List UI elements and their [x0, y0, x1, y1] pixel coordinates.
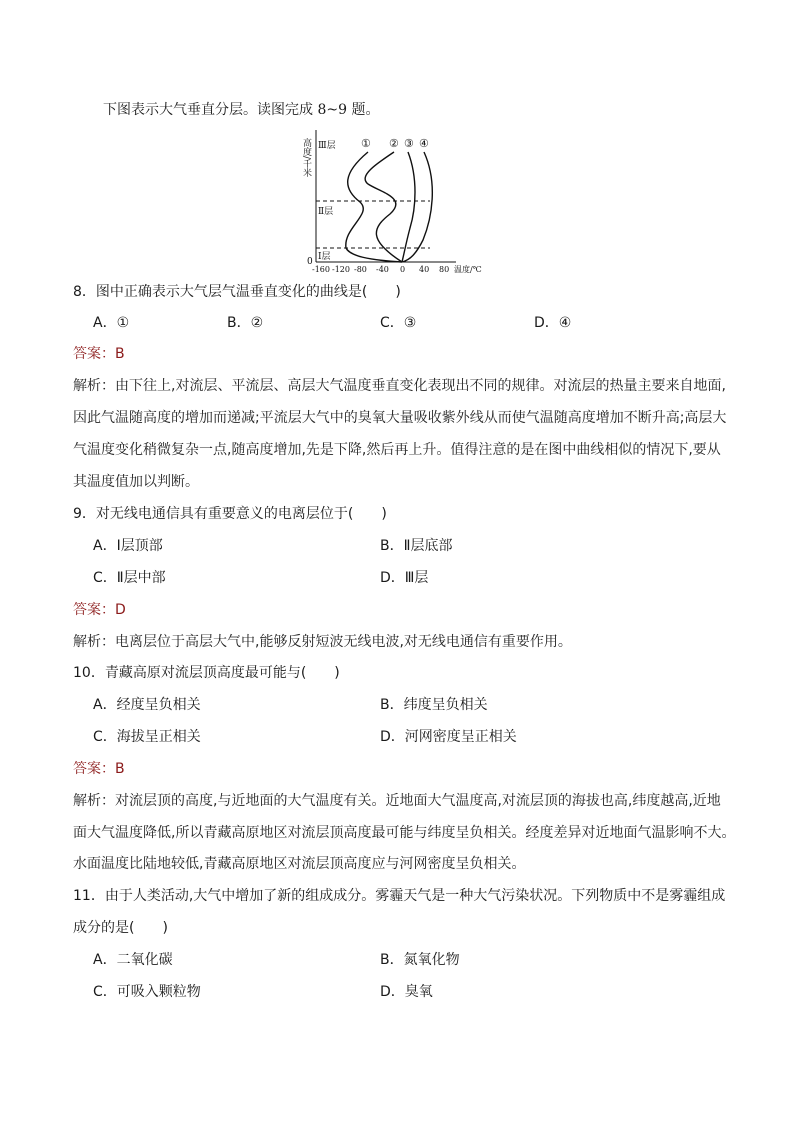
q10-option-d: D．河网密度呈正相关 [380, 729, 517, 745]
q8-option-d: D．④ [534, 315, 572, 331]
curve-label-3: ③ [404, 137, 414, 150]
q9-option-b: B．Ⅱ层底部 [380, 538, 453, 554]
q11-option-b: B．氮氧化物 [380, 952, 460, 968]
x-tick: -40 [376, 265, 389, 274]
q10-option-a: A．经度呈负相关 [93, 697, 201, 713]
intro-text: 下图表示大气垂直分层。读图完成 8~9 题。 [103, 102, 380, 118]
q10-explanation-line: 水面温度比陆地较低,青藏高原地区对流层顶高度应与河网密度呈负相关。 [73, 856, 526, 872]
curve-3 [402, 152, 415, 262]
q8-explanation-line: 其温度值加以判断。 [73, 474, 199, 490]
q9-explanation-line: 解析：电离层位于高层大气中,能够反射短波无线电波,对无线电通信有重要作用。 [73, 634, 572, 650]
question-9-stem: 9．对无线电通信具有重要意义的电离层位于( ) [73, 506, 387, 522]
x-tick: -120 [332, 265, 350, 274]
x-tick: -80 [354, 265, 367, 274]
x-tick: -160 [312, 265, 330, 274]
q8-answer: 答案：B [73, 346, 125, 362]
q9-option-c: C．Ⅱ层中部 [93, 570, 166, 586]
q8-option-b: B．② [227, 315, 264, 331]
q8-option-c: C．③ [380, 315, 417, 331]
q8-explanation-line: 气温度变化稍微复杂一点,随高度增加,先是下降,然后再上升。值得注意的是在图中曲线相似的情况下,要从 [73, 442, 721, 458]
q10-explanation-line: 解析：对流层顶的高度,与近地面的大气温度有关。近地面大气温度高,对流层顶的海拔也高,纬度越高,近地 [73, 793, 721, 809]
curve-label-2: ② [389, 137, 399, 150]
curve-2 [365, 152, 402, 262]
y-axis-label: 高度/千米 [301, 138, 311, 178]
layer-label-1: Ⅰ层 [318, 252, 331, 262]
q11-option-c: C．可吸入颗粒物 [93, 984, 201, 1000]
q8-explanation-line: 解析：由下往上,对流层、平流层、高层大气温度垂直变化表现出不同的规律。对流层的热量主要来自地面, [73, 378, 726, 394]
curve-1 [346, 152, 402, 262]
curve-label-4: ④ [419, 137, 429, 150]
q10-explanation-line: 面大气温度降低,所以青藏高原地区对流层顶高度最可能与纬度呈负相关。经度差异对近地面气温影响不大。 [73, 825, 736, 841]
x-tick: 40 [419, 265, 430, 274]
origin-label: 0 [307, 257, 313, 267]
q8-explanation-line: 因此气温随高度的增加而递减;平流层大气中的臭氧大量吸收紫外线从而使气温随高度增加不断升高;高层大 [73, 410, 727, 426]
curve-label-1: ① [361, 137, 371, 150]
q8-option-a: A．① [93, 315, 130, 331]
q10-option-c: C．海拔呈正相关 [93, 729, 201, 745]
question-8-stem: 8．图中正确表示大气层气温垂直变化的曲线是( ) [73, 284, 401, 300]
atmosphere-layers-figure [298, 128, 498, 276]
q11-option-d: D．臭氧 [380, 984, 433, 1000]
q9-option-a: A．Ⅰ层顶部 [93, 538, 163, 554]
layer-label-3: Ⅲ层 [318, 141, 336, 151]
x-axis-label: 温度/℃ [454, 265, 482, 274]
question-10-stem: 10．青藏高原对流层顶高度最可能与( ) [73, 665, 340, 681]
layer-label-2: Ⅱ层 [318, 207, 334, 217]
q9-option-d: D．Ⅲ层 [380, 570, 429, 586]
q11-option-a: A．二氧化碳 [93, 952, 173, 968]
question-11-stem: 11．由于人类活动,大气中增加了新的组成成分。雾霾天气是一种大气污染状况。下列物质中不是雾霾组成 [73, 888, 726, 904]
q10-option-b: B．纬度呈负相关 [380, 697, 488, 713]
q9-answer: 答案：D [73, 602, 126, 618]
q10-answer: 答案：B [73, 761, 125, 777]
curve-4 [402, 152, 432, 262]
x-tick: 80 [439, 265, 450, 274]
question-11-stem-cont: 成分的是( ) [73, 920, 168, 936]
x-tick: 0 [400, 265, 406, 274]
